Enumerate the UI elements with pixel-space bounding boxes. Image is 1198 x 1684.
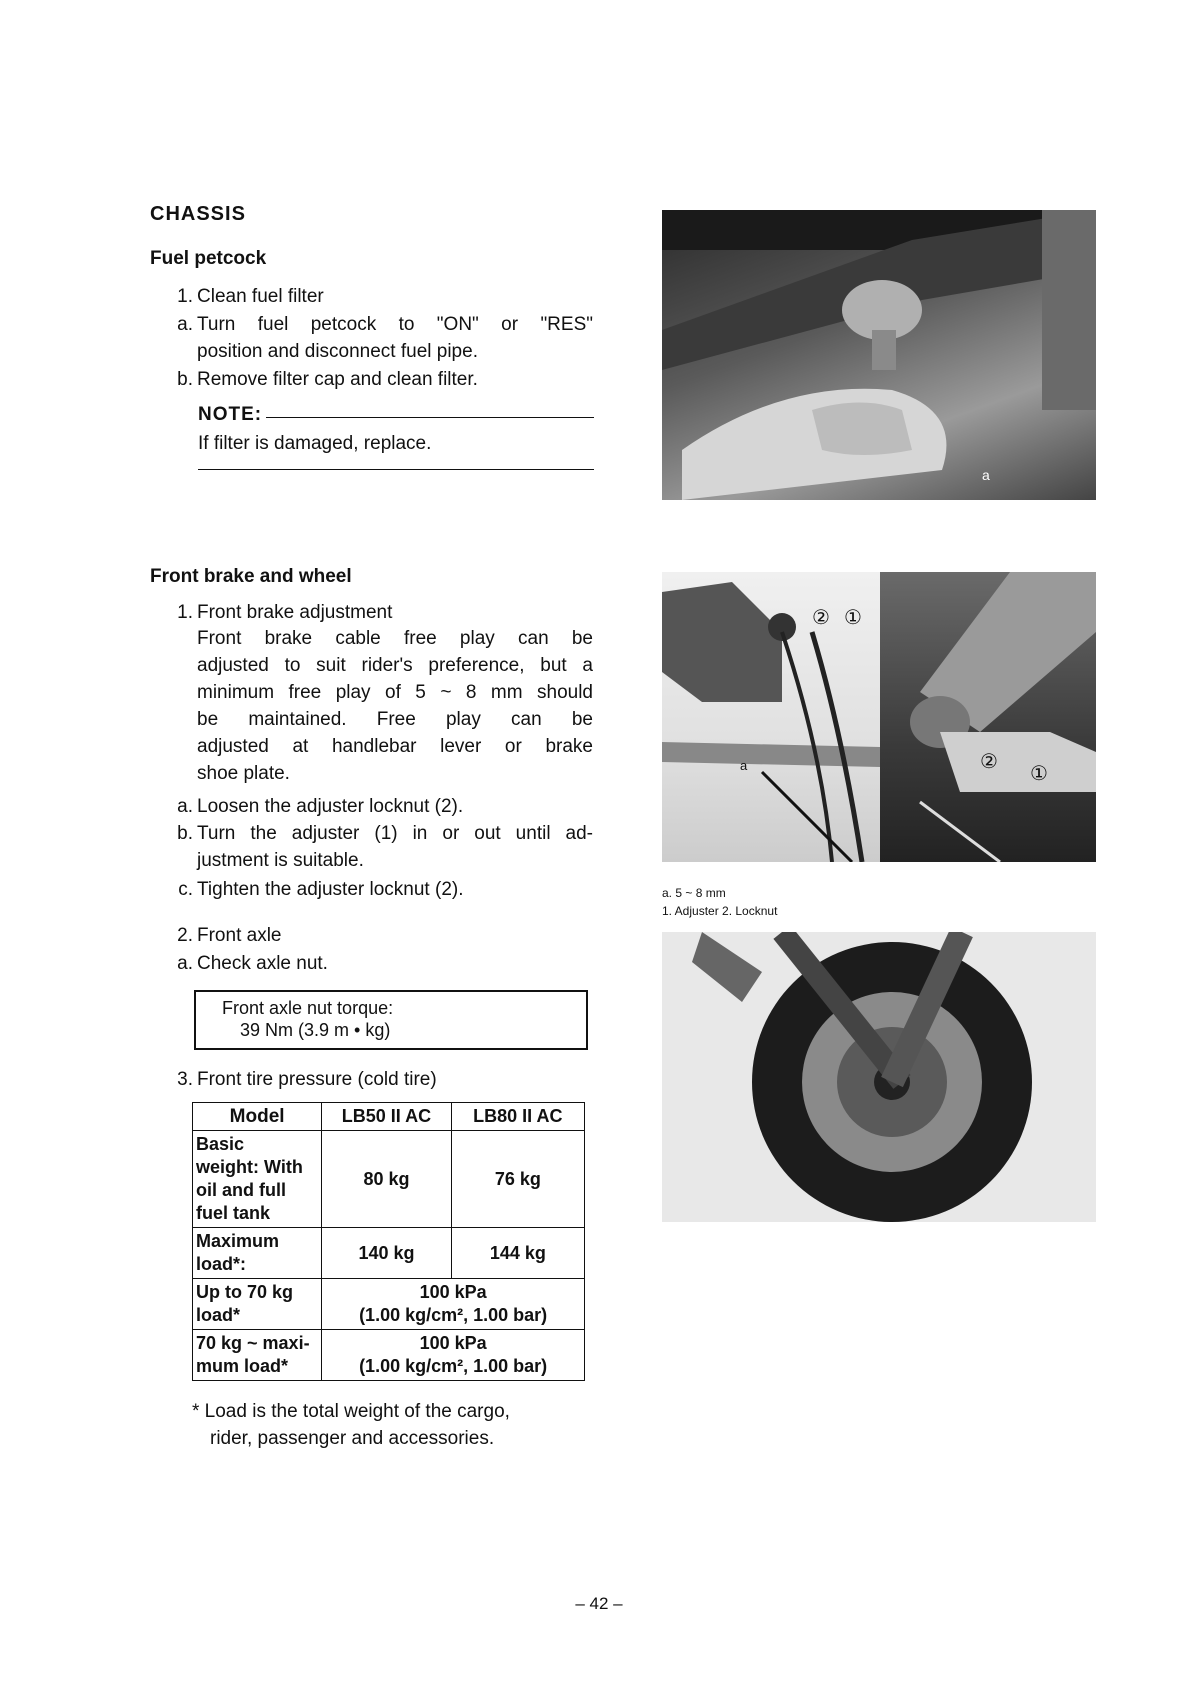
paragraph-line: adjusted at handlebar lever or brake [197, 736, 593, 757]
callout-2: ② [812, 605, 830, 629]
callout-1: ① [1030, 761, 1048, 785]
row-label-line: load* [196, 1305, 241, 1325]
cell-line: 100 kPa [419, 1282, 487, 1302]
row-label-line: load*: [196, 1254, 247, 1274]
table-row-label [193, 1330, 322, 1381]
callout-1: ① [844, 605, 862, 629]
table-cell [322, 1279, 585, 1330]
footnote-line: * Load is the total weight of the cargo, [192, 1401, 510, 1422]
subsection-title-front-brake-wheel: Front brake and wheel [150, 566, 352, 587]
footnote-line: rider, passenger and accessories. [210, 1428, 495, 1449]
table-header-row [193, 1103, 585, 1131]
note-text: If filter is damaged, replace. [198, 433, 432, 454]
caption-line: 1. Adjuster 2. Locknut [662, 904, 778, 918]
step-text: Remove filter cap and clean filter. [197, 369, 478, 390]
brake-plate-illustration [880, 572, 1096, 862]
table-cell: 140 kg [322, 1228, 451, 1279]
step-text: Front axle [197, 925, 282, 946]
table-cell: 144 kg [451, 1228, 584, 1279]
row-label-line: Up to 70 kg [196, 1282, 294, 1302]
step-letter: a. [177, 953, 193, 974]
page-number: – 42 – [575, 1594, 623, 1613]
front-wheel-illustration [662, 932, 1096, 1222]
paragraph-line: be maintained. Free play can be [197, 709, 593, 730]
note-label: NOTE: [198, 404, 266, 425]
row-label-line: Maximum [196, 1231, 280, 1251]
photo-fuel-petcock [662, 210, 1096, 500]
section-title-chassis: CHASSIS [150, 203, 246, 225]
table-cell [322, 1330, 585, 1381]
step-text: Front tire pressure (cold tire) [197, 1069, 437, 1090]
row-label-line: fuel tank [196, 1203, 271, 1223]
table-row-label [193, 1279, 322, 1330]
table-header: LB80 II AC [451, 1103, 584, 1131]
free-play-label: a [740, 758, 748, 773]
step-text-line-1: Turn the adjuster (1) in or out until ad- [197, 823, 593, 844]
table-row-label [193, 1228, 322, 1279]
callout-2: ② [980, 749, 998, 773]
row-label-line: mum load* [196, 1356, 289, 1376]
row-label-line: 70 kg ~ maxi- [196, 1333, 310, 1353]
fig1-marker: a [982, 467, 990, 483]
step-number: 3. [177, 1069, 193, 1090]
table-cell: 80 kg [322, 1131, 451, 1228]
step-text-line-1: Turn fuel petcock to "ON" or "RES" [197, 314, 593, 335]
step-number: 1. [177, 286, 193, 307]
torque-box [194, 990, 588, 1050]
row-label-line: oil and full [196, 1180, 286, 1200]
step-text: Loosen the adjuster locknut (2). [197, 796, 464, 817]
table-header: Model [193, 1103, 322, 1131]
row-label-line: Basic [196, 1134, 245, 1154]
step-letter: a. [177, 796, 193, 817]
tire-pressure-table [192, 1102, 585, 1381]
step-letter: a. [177, 314, 193, 335]
cell-line: (1.00 kg/cm², 1.00 bar) [359, 1356, 548, 1376]
step-text: Front brake adjustment [197, 602, 393, 623]
note-box [198, 404, 594, 470]
row-label-line: weight: With [196, 1157, 303, 1177]
photo-brake-plate [880, 572, 1096, 862]
table-cell: 76 kg [451, 1131, 584, 1228]
note-rule-bottom [198, 469, 594, 470]
photo-front-wheel [662, 932, 1096, 1222]
front-brake-paragraph [197, 625, 593, 787]
subsection-title-fuel-petcock: Fuel petcock [150, 248, 267, 269]
cell-line: (1.00 kg/cm², 1.00 bar) [359, 1305, 548, 1325]
step-text-line-2: position and disconnect fuel pipe. [197, 341, 478, 362]
caption-line: a. 5 ~ 8 mm [662, 886, 726, 900]
paragraph-line: adjusted to suit rider's preference, but a [197, 655, 593, 676]
paragraph-line: minimum free play of 5 ~ 8 mm should [197, 682, 593, 703]
brake-lever-illustration [662, 572, 880, 862]
step-number: 2. [177, 925, 193, 946]
cell-line: 100 kPa [419, 1333, 487, 1353]
step-text: Check axle nut. [197, 953, 328, 974]
step-text: Tighten the adjuster locknut (2). [197, 879, 464, 900]
photo-brake-lever [662, 572, 880, 862]
table-header: LB50 II AC [322, 1103, 451, 1131]
table-row [193, 1330, 585, 1381]
step-text: Clean fuel filter [197, 286, 324, 307]
paragraph-line: shoe plate. [197, 763, 290, 784]
step-letter: c. [178, 879, 193, 900]
step-letter: b. [177, 823, 193, 844]
table-row [193, 1131, 585, 1228]
step-text-line-2: justment is suitable. [197, 850, 364, 871]
table-row-label [193, 1131, 322, 1228]
table-row [193, 1279, 585, 1330]
step-letter: b. [177, 369, 193, 390]
table-row [193, 1228, 585, 1279]
fuel-petcock-illustration [662, 210, 1096, 500]
footnote [192, 1398, 602, 1452]
torque-value: 39 Nm (3.9 m • kg) [240, 1020, 391, 1040]
paragraph-line: Front brake cable free play can be [197, 628, 593, 649]
torque-label: Front axle nut torque: [222, 998, 394, 1018]
step-number: 1. [177, 602, 193, 623]
